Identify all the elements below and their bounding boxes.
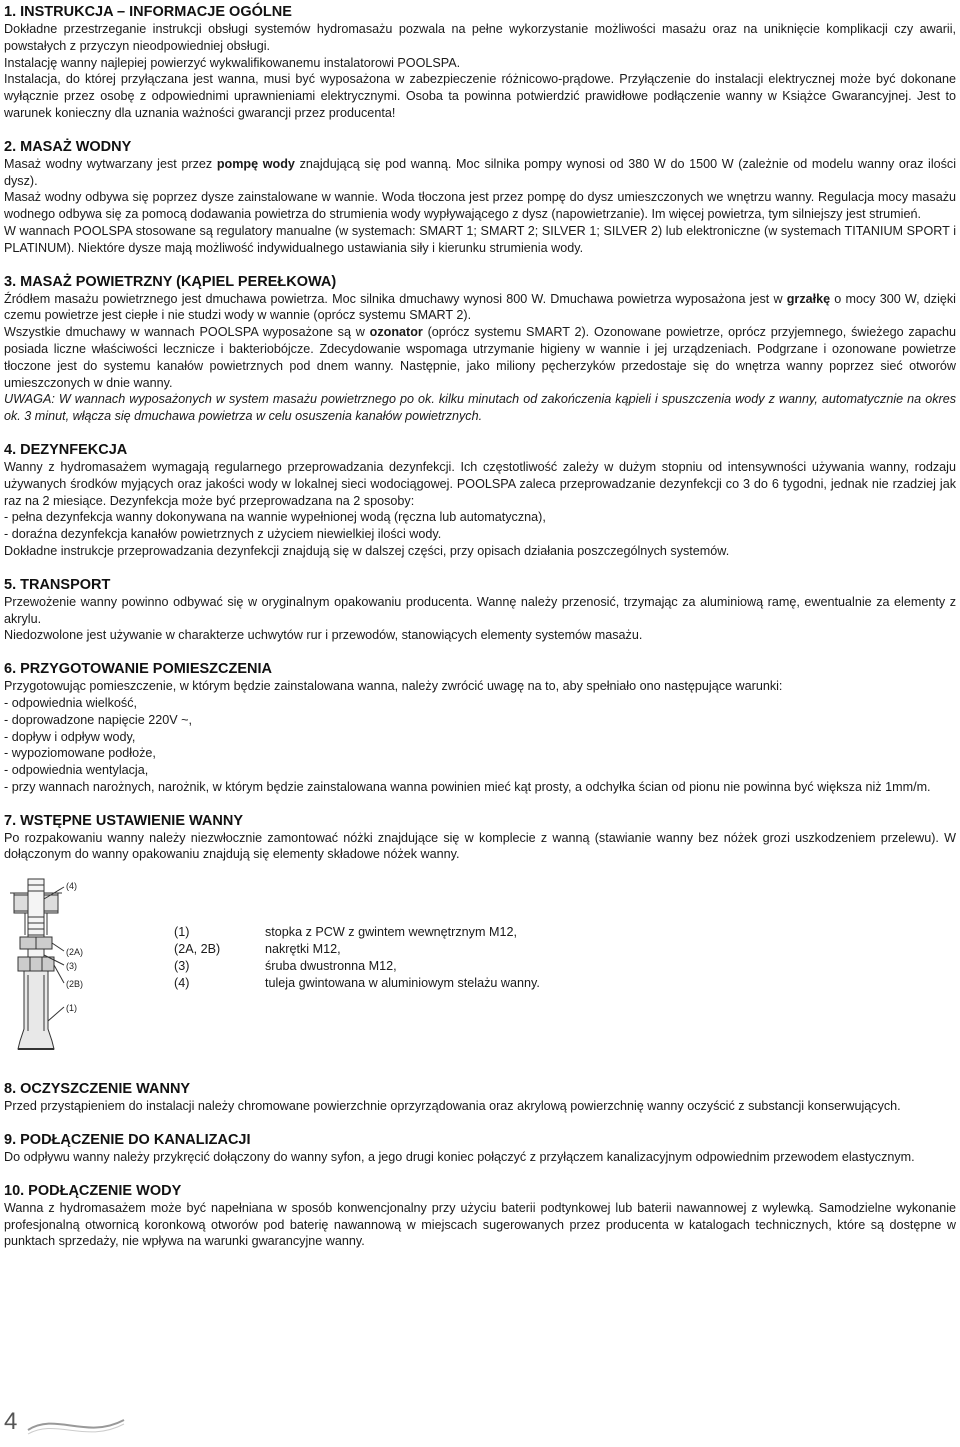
paragraph: Wanna z hydromasażem może być napełniana w sposób konwencjonalny przy użyciu baterii podtynkowej lub baterii nawannowej z wylewką. Samodzielne wykonanie profesjonalną otwornicą koronkową otworów pod baterię nawannową w miejscach sugerowanych przez producenta w katalogach technicznych, które są dostępne w punktach sprzedaży, nie wpływa na warunki gwarancyjne wanny. [4, 1200, 956, 1249]
paragraph: Przed przystąpieniem do instalacji należy chromowane powierzchnie oprzyrządowania oraz akrylową powierzchnię wanny oczyścić z substancji konserwujących. [4, 1099, 901, 1114]
decorative-swoosh-icon [26, 1410, 126, 1438]
legend-key: (1) [174, 925, 190, 940]
section-5 [4, 577, 956, 644]
section-8 [4, 1081, 956, 1115]
text: Źródłem masażu powietrznego jest dmuchawa powietrza. Moc silnika dmuchawy wynosi 800 W. Dmuchawa powietrza wyposażona jest w [4, 291, 787, 306]
list-item: - odpowiednia wielkość, [4, 695, 138, 710]
section-title: 4. DEZYNFEKCJA [4, 441, 128, 458]
list-item: - dopływ i odpływ wody, [4, 729, 136, 744]
diagram-legend [174, 924, 540, 991]
legend-key: (4) [174, 975, 190, 990]
paragraph: Do odpływu wanny należy przykręcić dołączony do wanny syfon, a jego drugi koniec połączyć z przyłączem kanalizacyjnym odpowiednim przewodem elastycznym. [4, 1150, 915, 1165]
section-10 [4, 1183, 956, 1250]
legend-key: (3) [174, 958, 190, 973]
text: o mocy 300 W, dzięki czemu powietrze jest ciepłe i nie studzi wody w wannie (oprócz systemu SMART 2). [4, 291, 956, 323]
text: znajdującą się pod wanną. Moc silnika pompy wynosi od 380 W do 1500 W (zależnie od modelu wanny oraz ilości dysz). [4, 156, 957, 188]
section-2 [4, 139, 956, 257]
section-title: 6. PRZYGOTOWANIE POMIESZCZENIA [4, 661, 273, 678]
section-title: 9. PODŁĄCZENIE DO KANALIZACJI [4, 1132, 251, 1149]
paragraph [4, 291, 956, 325]
section-title: 10. PODŁĄCZENIE WODY [4, 1182, 182, 1199]
legend-text: stopka z PCW z gwintem wewnętrznym M12, [265, 925, 517, 940]
section-1 [4, 4, 956, 122]
paragraph: Po rozpakowaniu wanny należy niezwłocznie zamontować nóżki znajdujące się w komplecie z wanną (stawianie wanny bez nóżek grozi uszkodzeniem przelewu). W dołączonym do wanny opakowaniu znajdują się elementy składowe nóżek wanny. [4, 830, 956, 862]
list-item: - wypoziomowane podłoże, [4, 746, 156, 761]
paragraph: W wannach POOLSPA stosowane są regulatory manualne (w systemach: SMART 1; SMART 2; SILVER 1; SILVER 2) lub elektroniczne (w systemach TITANIUM SPORT i PLATINUM). Niektóre dysze mają możliwość indywidualnego ustawiania siły i kierunku strumienia wody. [4, 223, 956, 255]
text: (oprócz systemu SMART 2). Ozonowane powietrze, oprócz przyjemnego, świeżego zapachu posiada liczne właściwości lecznicze i bakteriobójcze. Zdecydowanie wspomaga utrzymanie higieny w wannie i jej urządzeniach. Podgrzane i ozonowane powietrze tłoczone jest do systemu kanałów powietrznych pod dnem wanny. Następnie, jako miliony pęcherzyków przedostaje się do wnętrza wanny poprzez sieć otworów umieszczonych w dnie wanny. [4, 325, 956, 390]
legend-text: nakrętki M12, [265, 942, 341, 957]
legend-text: tuleja gwintowana w aluminiowym stelażu wanny. [265, 975, 540, 990]
section-4 [4, 442, 956, 560]
list-item: - odpowiednia wentylacja, [4, 763, 149, 778]
instruction-page [4, 4, 956, 1267]
section-title: 5. TRANSPORT [4, 576, 111, 593]
legend-row [174, 975, 540, 992]
section-title: 7. WSTĘPNE USTAWIENIE WANNY [4, 812, 244, 829]
requirements-list [4, 695, 956, 796]
section-title: 1. INSTRUKCJA – INFORMACJE OGÓLNE [4, 4, 292, 20]
warning-text: UWAGA: W wannach wyposażonych w system masażu powietrznego po ok. kilku minutach od zakończenia kąpieli i spuszczenia wody z wanny, automatycznie na okres ok. 3 minut, włącza się dmuchawa powietrza w celu osuszenia kanałów powietrznych. [4, 392, 956, 424]
section-title: 2. MASAŻ WODNY [4, 138, 132, 155]
section-title: 8. OCZYSZCZENIE WANNY [4, 1081, 191, 1098]
leg-assembly-drawing [4, 871, 144, 1071]
paragraph: Instalacja, do której przyłączana jest wanna, musi być wyposażona w zabezpieczenie różnicowo-prądowe. Przyłączenie do instalacji elektrycznej może być dokonane wyłącznie przez osobę z odpowiednimi uprawnieniami elektrycznymi. Osoba ta powinna potwierdzić prawidłowe podłączenie wanny w Książce Gwarancyjnej. Jest to warunek konieczny dla uznania ważności gwarancji przez producenta! [4, 72, 956, 120]
list-item: - pełna dezynfekcja wanny dokonywana na wannie wypełnionej wodą (ręczna lub automatyczna), [4, 510, 546, 525]
legend-row [174, 924, 540, 941]
text: Masaż wodny wytwarzany jest przez [4, 156, 217, 171]
paragraph [4, 324, 956, 391]
paragraph: Masaż wodny odbywa się poprzez dysze zainstalowane w wannie. Woda tłoczona jest przez pompę do dysz umieszczonych we wnętrzu wanny. Regulacja mocy masażu wodnego odbywa się za pomocą dodawania powietrza do strumienia wody wypływającego z dysz (napowietrzanie). Im więcej powietrza, tym silniejszy jest strumień. [4, 190, 956, 222]
paragraph [4, 156, 956, 190]
diagram-label-3: (3) [66, 961, 77, 972]
page-number: 4 [4, 1408, 18, 1435]
legend-row [174, 958, 540, 975]
paragraph: Przygotowując pomieszczenie, w którym będzie zainstalowana wanna, należy zwrócić uwagę na to, aby spełniało ono następujące warunki: [4, 679, 783, 694]
list-item: - doraźna dezynfekcja kanałów powietrznych z użyciem niewielkiej ilości wody. [4, 527, 442, 542]
paragraph: Niedozwolone jest używanie w charakterze uchwytów rur i przewodów, stanowiących elementy systemów masażu. [4, 628, 643, 643]
text: Wszystkie dmuchawy w wannach POOLSPA wyposażone są w [4, 325, 370, 340]
bold-term: ozonator [369, 325, 423, 340]
foot-part [18, 971, 54, 1049]
list-item: - doprowadzone napięcie 220V ~, [4, 712, 192, 727]
list-item: - przy wannach narożnych, narożnik, w którym będzie zainstalowana wanna powinien mieć kąt prosty, a odchyłka ścian od pionu nie powinna być większa niż 1mm/m. [4, 779, 931, 794]
diagram-label-2b: (2B) [66, 979, 84, 990]
paragraph: Przewożenie wanny powinno odbywać się w oryginalnym opakowaniu producenta. Wannę należy przenosić, trzymając za aluminiową ramę, ewentualnie za elementy z akrylu. [4, 594, 956, 626]
diagram-label-2a: (2A) [66, 947, 84, 958]
bold-term: pompę wody [216, 156, 295, 171]
section-3 [4, 274, 956, 425]
paragraph: Dokładne przestrzeganie instrukcji obsługi systemów hydromasażu pozwala na pełne wykorzystanie możliwości masażu oraz na uniknięcie komplikacji czy awarii, powstałych z przyczyn nieodpowiedniej obsługi. [4, 22, 956, 53]
paragraph: Instalację wanny najlepiej powierzyć wykwalifikowanemu instalatorowi POOLSPA. [4, 55, 461, 70]
section-title: 3. MASAŻ POWIETRZNY (KĄPIEL PEREŁKOWA) [4, 273, 337, 290]
bathtub-leg-diagram [4, 871, 956, 1071]
diagram-label-4: (4) [66, 881, 77, 892]
warning-paragraph [4, 391, 956, 425]
paragraph: Dokładne instrukcje przeprowadzania dezynfekcji znajdują się w dalszej części, przy opisach działania poszczególnych systemów. [4, 543, 730, 558]
diagram-label-1: (1) [66, 1003, 77, 1014]
paragraph: Wanny z hydromasażem wymagają regularnego przeprowadzania dezynfekcji. Ich częstotliwość zależy w dużym stopniu od intensywności używania wanny, rodzaju używanych środków myjących oraz jakości wody w lokalnej sieci wodociągowej. POOLSPA zaleca przeprowadzanie dezynfekcji co 3 do 6 tygodni, jednak nie rzadziej jak raz na 2 miesiące. Dezynfekcja może być przeprowadzana na 2 sposoby: [4, 459, 956, 508]
legend-text: śruba dwustronna M12, [265, 958, 397, 973]
nut-2b-part [18, 957, 54, 971]
section-6 [4, 661, 956, 796]
legend-row [174, 941, 540, 958]
bold-term: grzałkę [786, 291, 831, 306]
legend-key: (2A, 2B) [174, 942, 221, 957]
section-9 [4, 1132, 956, 1166]
section-7 [4, 813, 956, 864]
